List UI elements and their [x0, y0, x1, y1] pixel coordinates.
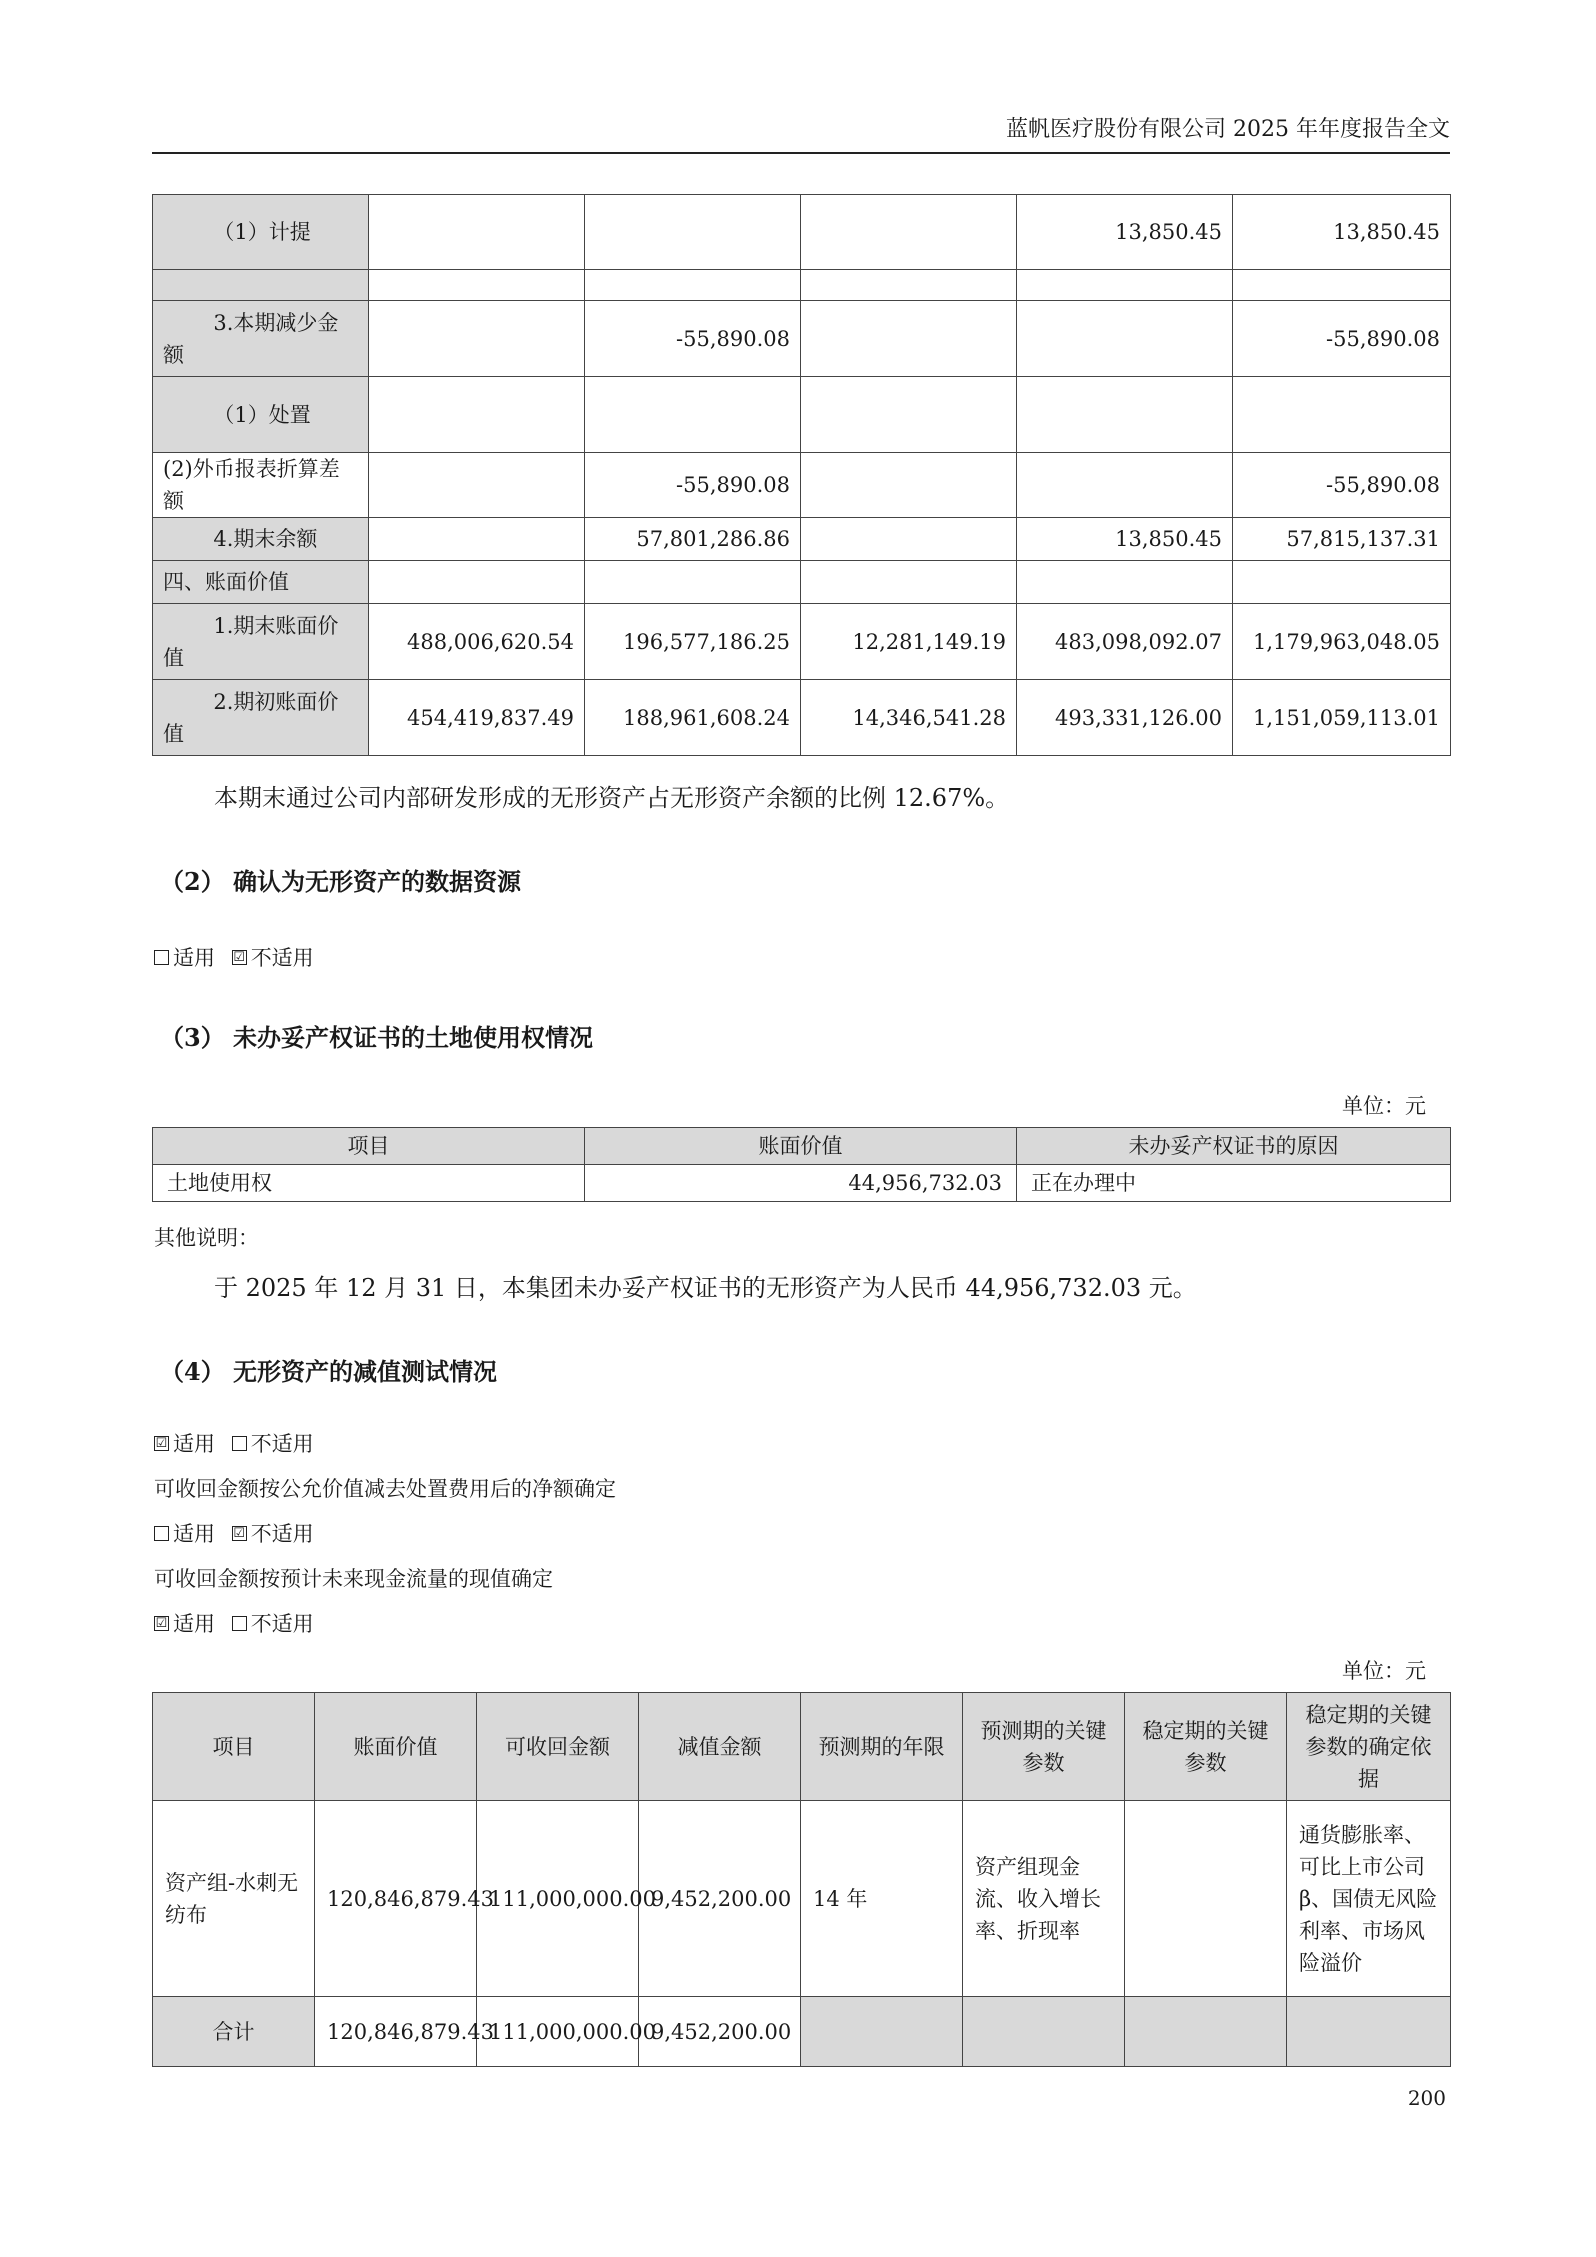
table-cell: 13,850.45 — [1017, 195, 1233, 270]
table-cell: 1,151,059,113.01 — [1233, 680, 1451, 756]
table-cell: 9,452,200.00 — [639, 1801, 801, 1997]
table-cell: 57,815,137.31 — [1233, 518, 1451, 561]
other-notes-text: 于 2025 年 12 月 31 日，本集团未办妥产权证书的无形资产为人民币 44,956,732.03 元。 — [214, 1274, 1197, 1302]
table-total-row — [153, 1997, 1451, 2067]
row-label: （1）计提 — [153, 195, 369, 270]
checkbox-empty-icon — [154, 1526, 169, 1541]
table-cell: 120,846,879.43 — [315, 1997, 477, 2067]
table-cell — [801, 195, 1017, 270]
table-cell: 454,419,837.49 — [369, 680, 585, 756]
table-cell: -55,890.08 — [585, 453, 801, 518]
table-row — [153, 604, 1451, 680]
table-cell: 196,577,186.25 — [585, 604, 801, 680]
row-label: (2)外币报表折算差额 — [153, 453, 369, 518]
column-header: 减值金额 — [639, 1693, 801, 1801]
column-header: 账面价值 — [315, 1693, 477, 1801]
recoverable-fair-value-text: 可收回金额按公允价值减去处置费用后的净额确定 — [154, 1477, 616, 1501]
table-cell: 57,801,286.86 — [585, 518, 801, 561]
table-cell — [1287, 1997, 1451, 2067]
table-cell — [801, 270, 1017, 301]
section-4-applicability-1 — [154, 1428, 314, 1458]
row-label: 3.本期减少金额 — [153, 301, 369, 377]
column-header: 预测期的年限 — [801, 1693, 963, 1801]
table-cell: 土地使用权 — [153, 1165, 585, 1202]
table-cell — [585, 270, 801, 301]
table-cell — [369, 195, 585, 270]
checkbox-checked-icon: ☑ — [233, 1526, 246, 1541]
table-cell — [801, 301, 1017, 377]
table-cell: 14 年 — [801, 1801, 963, 1997]
table-cell — [1017, 453, 1233, 518]
table-row — [153, 453, 1451, 518]
not-applicable-label: 不适用 — [250, 1432, 314, 1456]
table-cell — [801, 561, 1017, 604]
table-cell: 13,850.45 — [1017, 518, 1233, 561]
rd-ratio-paragraph: 本期末通过公司内部研发形成的无形资产占无形资产余额的比例 12.67%。 — [214, 784, 1010, 812]
page-number: 200 — [1407, 2086, 1446, 2110]
table-cell: 正在办理中 — [1017, 1165, 1451, 1202]
column-header: 稳定期的关键参数 — [1125, 1693, 1287, 1801]
table-cell: 1,179,963,048.05 — [1233, 604, 1451, 680]
header-divider — [152, 152, 1450, 154]
table-cell: -55,890.08 — [1233, 301, 1451, 377]
column-header: 预测期的关键参数 — [963, 1693, 1125, 1801]
table-cell — [801, 518, 1017, 561]
table-row — [153, 1165, 1451, 1202]
table-cell — [1017, 561, 1233, 604]
section-4-heading: （4） 无形资产的减值测试情况 — [160, 1357, 498, 1386]
checkbox-checked-icon: ☑ — [155, 1436, 168, 1451]
table-row — [153, 270, 1451, 301]
table-cell — [1233, 561, 1451, 604]
row-label: 1.期末账面价值 — [153, 604, 369, 680]
table-cell: 13,850.45 — [1233, 195, 1451, 270]
table-cell: -55,890.08 — [585, 301, 801, 377]
table-cell: 111,000,000.00 — [477, 1997, 639, 2067]
table-cell: 483,098,092.07 — [1017, 604, 1233, 680]
table-cell: 通货膨胀率、可比上市公司β、国债无风险利率、市场风险溢价 — [1287, 1801, 1451, 1997]
table-cell — [585, 195, 801, 270]
table-cell — [1017, 377, 1233, 453]
applicable-label: 适用 — [173, 1612, 215, 1636]
table-cell: 合计 — [153, 1997, 315, 2067]
table-cell — [369, 453, 585, 518]
table-cell: 120,846,879.43 — [315, 1801, 477, 1997]
land-use-rights-table — [152, 1127, 1451, 1202]
row-label — [153, 270, 369, 301]
section-4-applicability-2 — [154, 1518, 314, 1548]
impairment-test-table — [152, 1692, 1451, 2067]
table-cell: -55,890.08 — [1233, 453, 1451, 518]
table-row — [153, 301, 1451, 377]
table-row — [153, 518, 1451, 561]
table-cell — [369, 270, 585, 301]
section-3-heading: （3） 未办妥产权证书的土地使用权情况 — [160, 1023, 594, 1052]
table-cell: 44,956,732.03 — [585, 1165, 1017, 1202]
column-header: 项目 — [153, 1693, 315, 1801]
table-cell — [801, 453, 1017, 518]
table-cell: 493,331,126.00 — [1017, 680, 1233, 756]
table-row — [153, 195, 1451, 270]
table-cell: 资产组现金流、收入增长率、折现率 — [963, 1801, 1125, 1997]
applicable-label: 适用 — [173, 1522, 215, 1546]
table-cell — [1017, 270, 1233, 301]
table-cell — [801, 377, 1017, 453]
table-row — [153, 561, 1451, 604]
table-cell — [1233, 270, 1451, 301]
table-cell: 9,452,200.00 — [639, 1997, 801, 2067]
applicable-label: 适用 — [173, 946, 215, 970]
table-header-row — [153, 1693, 1451, 1801]
table-cell — [1125, 1801, 1287, 1997]
table-cell — [369, 561, 585, 604]
row-label: 2.期初账面价值 — [153, 680, 369, 756]
table-cell — [801, 1997, 963, 2067]
table-header-row — [153, 1128, 1451, 1165]
table-cell: 资产组-水刺无纺布 — [153, 1801, 315, 1997]
table-cell — [585, 561, 801, 604]
table-cell — [1125, 1997, 1287, 2067]
column-header: 稳定期的关键参数的确定依据 — [1287, 1693, 1451, 1801]
table-cell: 488,006,620.54 — [369, 604, 585, 680]
section-2-applicability — [154, 942, 314, 972]
report-header-title: 蓝帆医疗股份有限公司 2025 年年度报告全文 — [1006, 117, 1450, 142]
not-applicable-label: 不适用 — [250, 1522, 314, 1546]
row-label: （1）处置 — [153, 377, 369, 453]
row-label: 4.期末余额 — [153, 518, 369, 561]
recoverable-present-value-text: 可收回金额按预计未来现金流量的现值确定 — [154, 1567, 553, 1591]
applicable-label: 适用 — [173, 1432, 215, 1456]
column-header: 账面价值 — [585, 1128, 1017, 1165]
checkbox-empty-icon — [232, 1436, 247, 1451]
checkbox-empty-icon — [232, 1616, 247, 1631]
table-row — [153, 377, 1451, 453]
column-header: 未办妥产权证书的原因 — [1017, 1128, 1451, 1165]
section-4-applicability-3 — [154, 1608, 314, 1638]
column-header: 项目 — [153, 1128, 585, 1165]
row-label: 四、账面价值 — [153, 561, 369, 604]
section-2-heading: （2） 确认为无形资产的数据资源 — [160, 867, 522, 896]
table-cell — [369, 301, 585, 377]
table-cell: 188,961,608.24 — [585, 680, 801, 756]
table-row — [153, 680, 1451, 756]
checkbox-empty-icon — [154, 950, 169, 965]
amortization-table — [152, 194, 1451, 756]
table-cell: 12,281,149.19 — [801, 604, 1017, 680]
table-cell — [369, 377, 585, 453]
column-header: 可收回金额 — [477, 1693, 639, 1801]
table-row — [153, 1801, 1451, 1997]
table-cell — [963, 1997, 1125, 2067]
table-cell: 111,000,000.00 — [477, 1801, 639, 1997]
table-cell — [1233, 377, 1451, 453]
checkbox-checked-icon: ☑ — [155, 1616, 168, 1631]
other-notes-label: 其他说明： — [154, 1226, 259, 1250]
unit-label: 单位：元 — [1342, 1094, 1426, 1118]
table-cell: 14,346,541.28 — [801, 680, 1017, 756]
unit-label: 单位：元 — [1342, 1659, 1426, 1683]
not-applicable-label: 不适用 — [250, 946, 314, 970]
table-cell — [1017, 301, 1233, 377]
table-cell — [369, 518, 585, 561]
not-applicable-label: 不适用 — [250, 1612, 314, 1636]
table-cell — [585, 377, 801, 453]
checkbox-checked-icon: ☑ — [233, 950, 246, 965]
